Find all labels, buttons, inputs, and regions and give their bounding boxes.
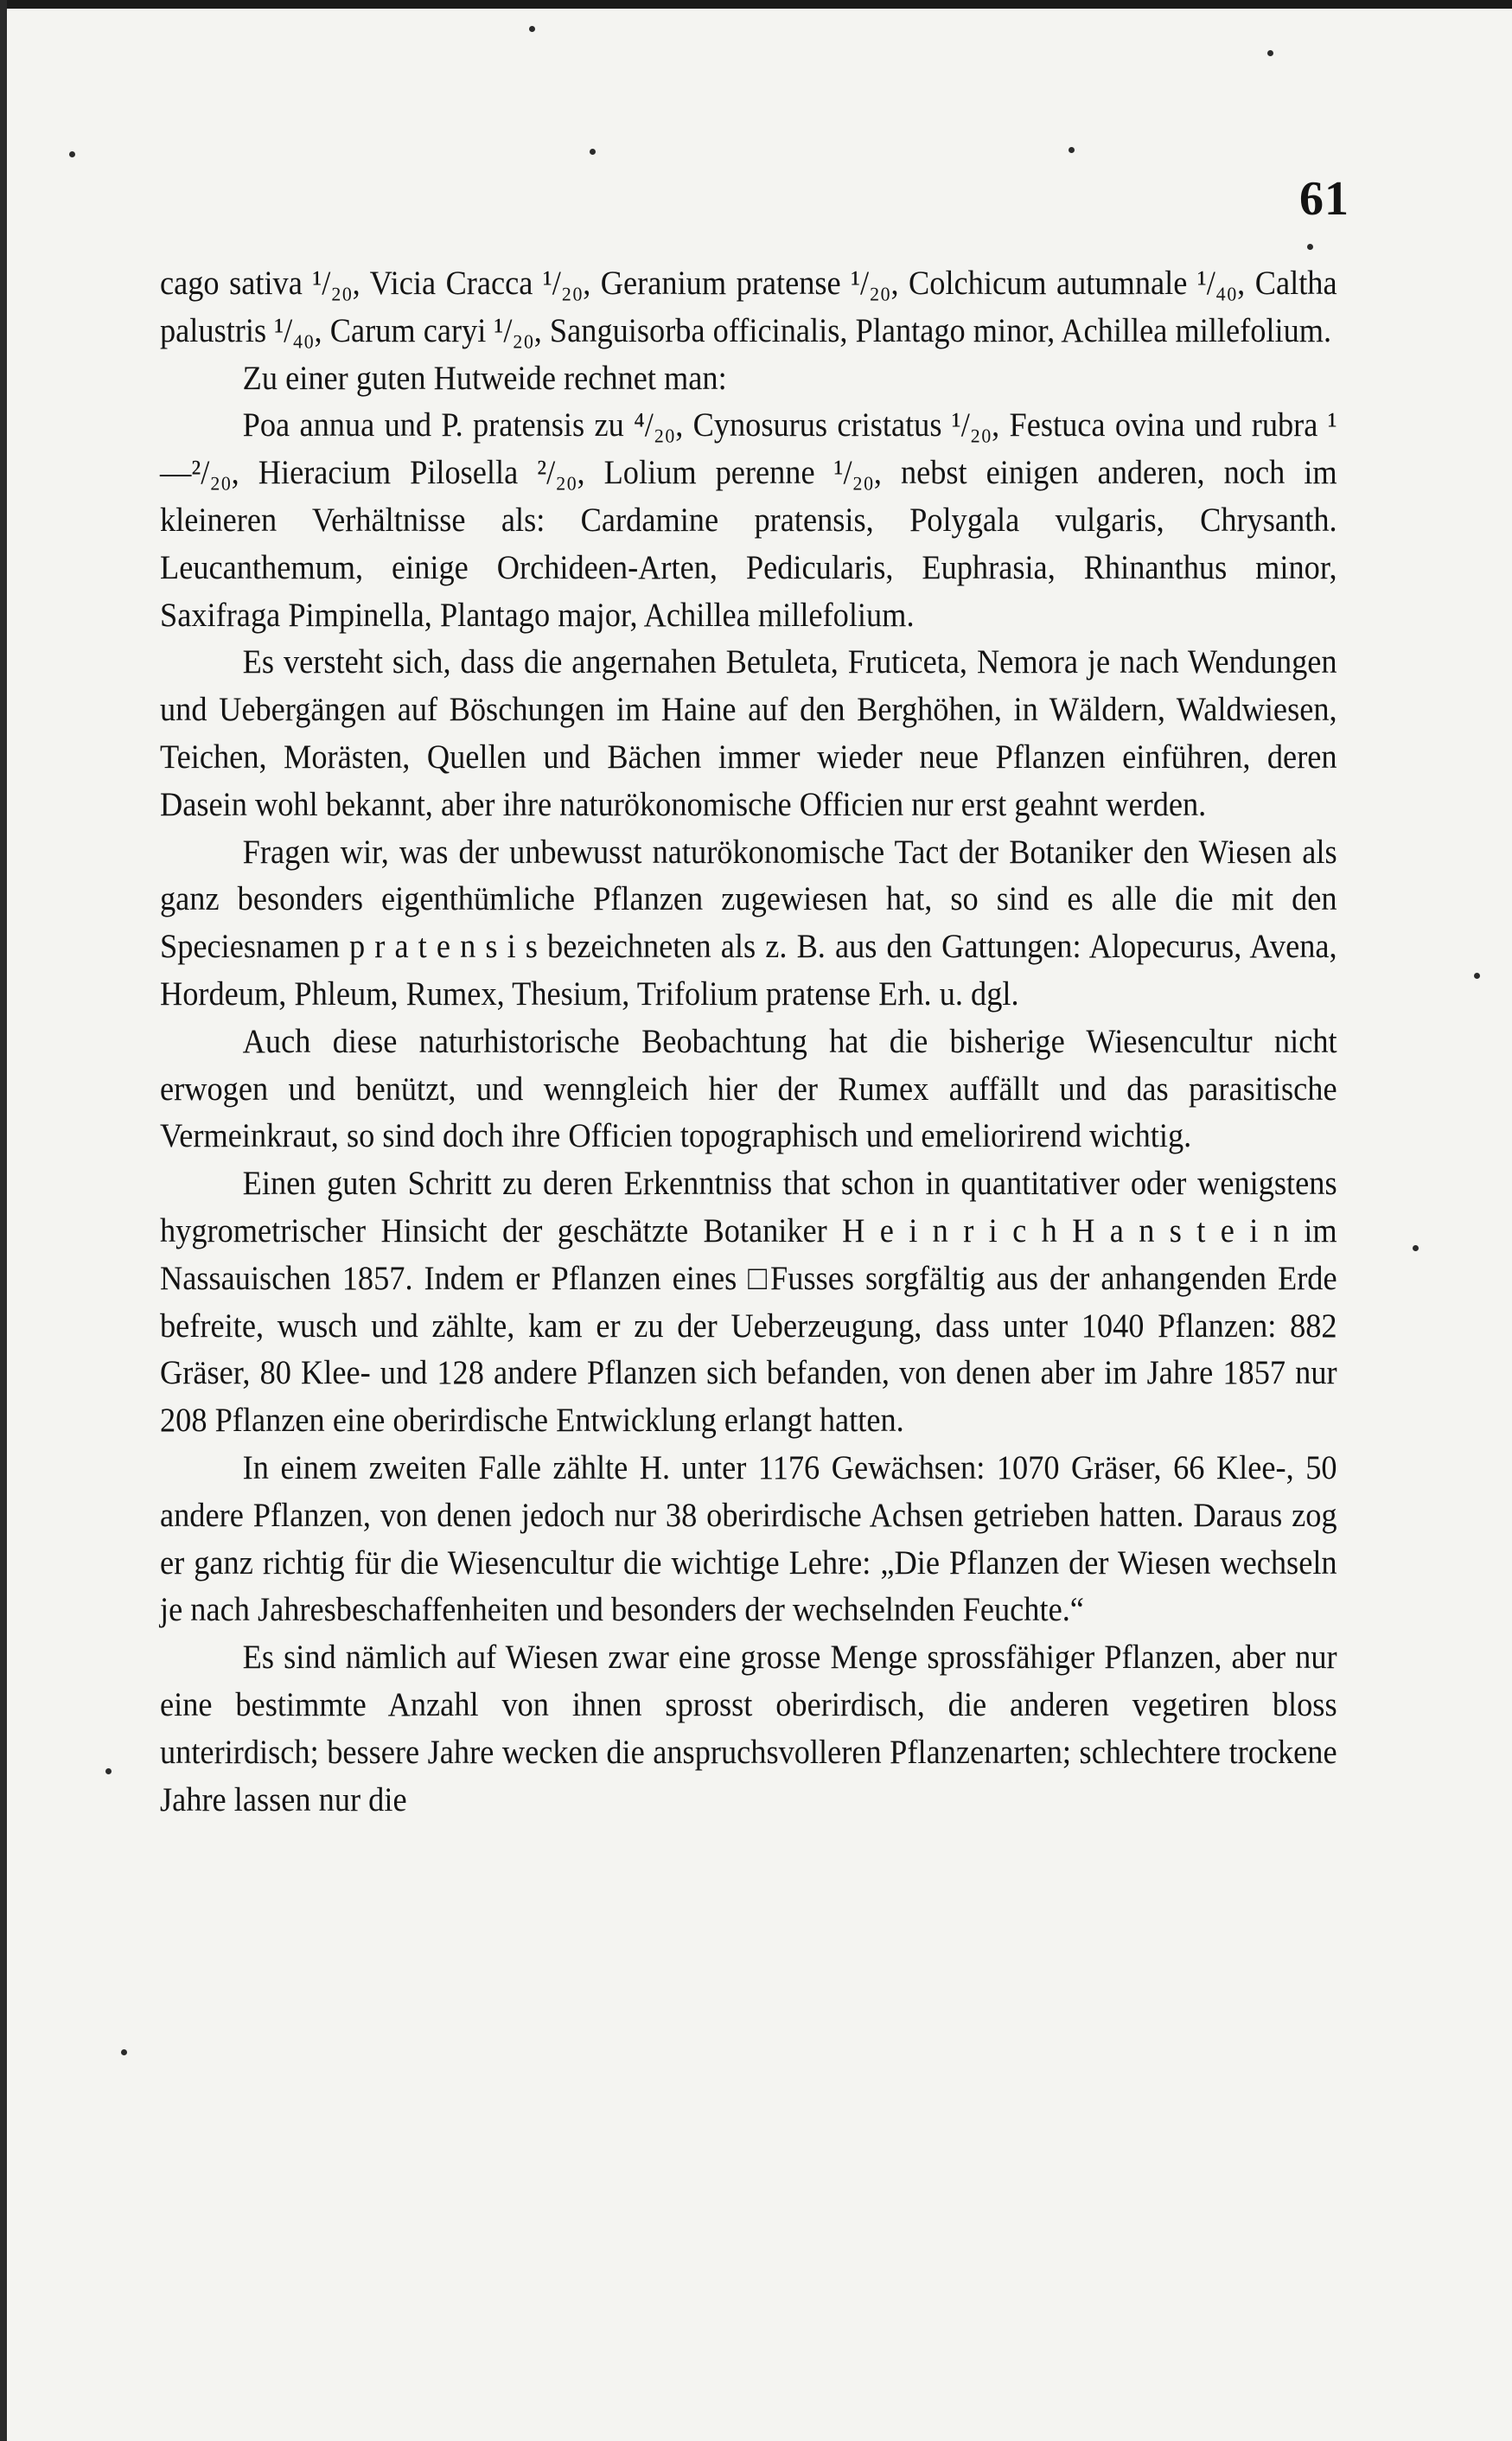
paragraph: Einen guten Schritt zu deren Erkenntniss that schon in quantitativer oder wenigstens hygrometrischer Hinsicht der geschätzte Botaniker H e i n r i c h H a n s t e i n im Nassauischen 1857. Indem er Pflanzen eines □Fusses sorgfältig aus der anhangenden Erde befreite, wusch und zählte, kam er zu der Ueberzeugung, dass unter 1040 Pflanzen: 882 Gräser, 80 Klee- und 128 andere Pflanzen sich befanden, von denen aber im Jahre 1857 nur 208 Pflanzen eine oberirdische Entwicklung erlangt hatten. (160, 1164, 1337, 1440)
paragraph: Auch diese naturhistorische Beobachtung hat die bisherige Wiesencultur nicht erwogen und benützt, und wenngleich hier der Rumex auffällt und das parasitische Vermeinkraut, so sind doch ihre Officien topographisch und emeliorirend wichtig. (160, 1021, 1337, 1155)
page-number: 61 (1299, 172, 1349, 226)
print-speck (105, 1768, 112, 1774)
print-speck (121, 2049, 127, 2055)
paragraph: cago sativa ¹/₂₀, Vicia Cracca ¹/₂₀, Geranium pratense ¹/₂₀, Colchicum autumnale ¹/₄₀, Caltha palustris ¹/₄₀, Carum caryi ¹/₂₀, Sanguisorba officinalis, Plantago minor, Achillea millefolium. (160, 264, 1337, 349)
paragraph: Poa annua und P. pratensis zu ⁴/₂₀, Cynosurus cristatus ¹/₂₀, Festuca ovina und rubra ¹—²/₂₀, Hieracium Pilosella ²/₂₀, Lolium perenne ¹/₂₀, nebst einigen anderen, noch im kleineren Verhältnisse als: Cardamine pratensis, Polygala vulgaris, Chrysanth. Leucanthemum, einige Orchideen-Arten, Pedicularis, Euphrasia, Rhinanthus minor, Saxifraga Pimpinella, Plantago major, Achillea millefolium. (160, 406, 1337, 634)
print-speck (1069, 147, 1075, 153)
paragraph: Fragen wir, was der unbewusst naturökonomische Tact der Botaniker den Wiesen als ganz besonders eigenthümliche Pflanzen zugewiesen hat, so sind es alle die mit den Speciesnamen p r a t e n s i s bezeichneten als z. B. aus den Gattungen: Alopecurus, Avena, Hordeum, Phleum, Rumex, Thesium, Trifolium pratense Erh. u. dgl. (160, 832, 1337, 1013)
print-speck (1267, 50, 1273, 56)
print-speck (529, 26, 535, 32)
paragraph: Es sind nämlich auf Wiesen zwar eine grosse Menge sprossfähiger Pflanzen, aber nur eine bestimmte Anzahl von ihnen sprosst oberirdisch, die anderen vegetiren bloss unterirdisch; bessere Jahre wecken die anspruchsvolleren Pflanzenarten; schlechtere trockene Jahre lassen nur die (160, 1638, 1337, 1818)
page-left-edge (0, 0, 7, 2441)
print-speck (1413, 1245, 1419, 1251)
page-top-edge (0, 0, 1512, 9)
print-speck (1307, 244, 1313, 250)
paragraph: In einem zweiten Falle zählte H. unter 1176 Gewächsen: 1070 Gräser, 66 Klee-, 50 andere Pflanzen, von denen jedoch nur 38 oberirdische Achsen getrieben hatten. Daraus zog er ganz richtig für die Wiesencultur die wichtige Lehre: „Die Pflanzen der Wiesen wechseln je nach Jahresbeschaffenheiten und besonders der wechselnden Feuchte.“ (160, 1447, 1337, 1629)
paragraph: Zu einer guten Hutweide rechnet man: (242, 358, 727, 397)
paragraph: Es versteht sich, dass die angernahen Betuleta, Fruticeta, Nemora je nach Wendungen und Uebergängen auf Böschungen im Haine auf den Berghöhen, in Wäldern, Waldwiesen, Teichen, Morästen, Quellen und Bächen immer wieder neue Pflanzen einführen, deren Dasein wohl bekannt, aber ihre naturökonomische Officien nur erst geahnt werden. (160, 642, 1337, 823)
body-text (160, 259, 1337, 1823)
print-speck (1474, 973, 1480, 979)
print-speck (69, 151, 75, 157)
print-speck (590, 149, 596, 155)
